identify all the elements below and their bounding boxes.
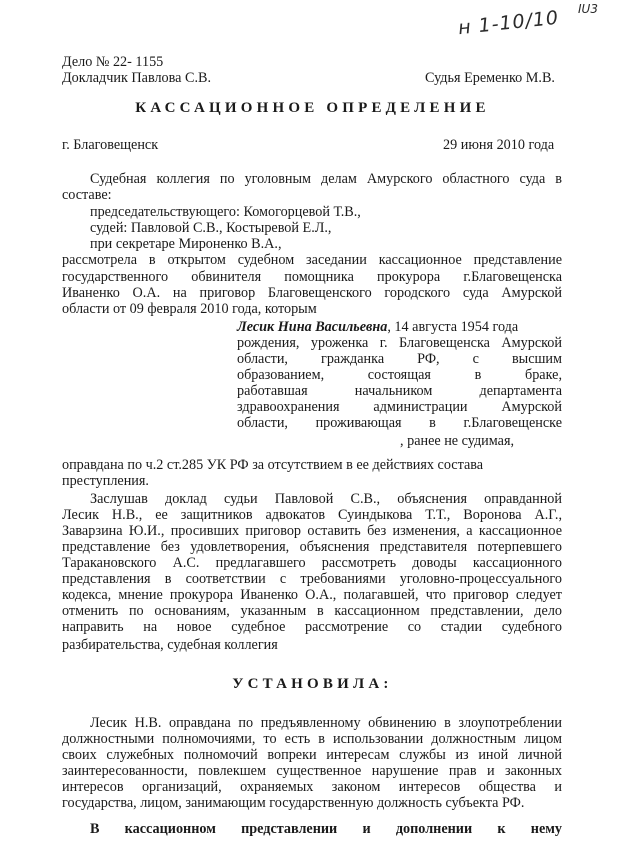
established-line: государства, лицом, занимающим государственную должность субъекта РФ. xyxy=(62,795,525,811)
case-number: Дело № 22- 1155 xyxy=(62,54,164,70)
established-line: Лесик Н.В. оправдана по предъявленному обвинению в злоупотреблении xyxy=(90,715,562,731)
defendant-line: работавшая начальником департамента xyxy=(237,383,562,399)
defendant-line: здравоохранения администрации Амурской xyxy=(237,399,562,415)
handwritten-case-note: н 1-10/10 xyxy=(457,6,561,40)
established-line: своих служебных полномочий вопреки интересам службы из иной личной xyxy=(62,747,562,763)
hearing-line: Таракановского А.С. предлагавшего рассмотреть доводы кассационного xyxy=(62,555,562,571)
hearing-line: разбирательства, судебная коллегия xyxy=(62,637,278,653)
established-line: заинтересованности, повлекшем существенное нарушение прав и законных xyxy=(62,763,562,779)
acquitted-line: оправдана по ч.2 ст.285 УК РФ за отсутствием в ее действиях состава xyxy=(62,457,484,473)
composition-line: Судебная коллегия по уголовным делам Амурского областного суда в xyxy=(90,171,562,187)
acquitted-line: преступления. xyxy=(62,473,149,489)
established-heading: УСТАНОВИЛА: xyxy=(232,676,393,692)
considered-line: области от 09 февраля 2010 года, которым xyxy=(62,301,317,317)
hearing-line: Лесик Н.В., ее защитников адвокатов Суиндыкова Т.Т., Воронова А.Г., xyxy=(62,507,562,523)
composition-line: председательствующего: Комогорцевой Т.В., xyxy=(90,204,361,220)
hearing-line: Заслушав доклад судьи Павловой С.В., объяснения оправданной xyxy=(90,491,562,507)
defendant-name: Лесик Нина Васильевна xyxy=(237,319,388,335)
defendant-birth-date: , 14 августа 1954 года xyxy=(387,319,519,335)
hearing-line: отменить по основаниям, указанным в кассационном представлении, дело xyxy=(62,603,562,619)
composition-line: при секретаре Мироненко В.А., xyxy=(90,236,282,252)
defendant-line: рождения, уроженка г. Благовещенска Амурской xyxy=(237,335,562,351)
composition-line: составе: xyxy=(62,187,112,203)
defendant-line: области, гражданка РФ, с высшим xyxy=(237,351,562,367)
considered-line: Иваненко О.А. на приговор Благовещенского городского суда Амурской xyxy=(62,285,562,301)
document-title: КАССАЦИОННОЕ ОПРЕДЕЛЕНИЕ xyxy=(135,100,490,116)
judge: Судья Еременко М.В. xyxy=(425,70,555,86)
defendant-last-line: , ранее не судимая, xyxy=(400,433,515,449)
established-line: должностными полномочиями, то есть в использовании должностным лицом xyxy=(62,731,562,747)
defendant-line: области, проживающая в г.Благовещенске xyxy=(237,415,562,431)
hearing-line: представление без удовлетворения, объяснения представителя потерпевшего xyxy=(62,539,562,555)
considered-line: государственного обвинителя помощника прокурора г.Благовещенска xyxy=(62,269,562,285)
defendant-line: образованием, состоящая в браке, xyxy=(237,367,562,383)
hearing-line: Заварзина Ю.И., просивших приговор оставить без изменения, а кассационное xyxy=(62,523,562,539)
handwritten-corner-note: IU3 xyxy=(578,2,598,16)
place: г. Благовещенск xyxy=(62,137,159,153)
hearing-line: направить на новое судебное рассмотрение со стадии судебного xyxy=(62,619,562,635)
considered-line: рассмотрела в открытом судебном заседании кассационное представление xyxy=(62,252,562,268)
date: 29 июня 2010 года xyxy=(443,137,555,153)
composition-line: судей: Павловой С.В., Костыревой Е.Л., xyxy=(90,220,332,236)
hearing-line: представления в соответствии с требованиями уголовно-процессуального xyxy=(62,571,562,587)
established-line: интересов организаций, охраняемых законом интересов общества и xyxy=(62,779,562,795)
final-line: В кассационном представлении и дополнении к нему xyxy=(90,821,562,837)
reporter: Докладчик Павлова С.В. xyxy=(62,70,212,86)
hearing-line: кодекса, мнение прокурора Иваненко О.А., полагавшей, что приговор следует xyxy=(62,587,562,603)
